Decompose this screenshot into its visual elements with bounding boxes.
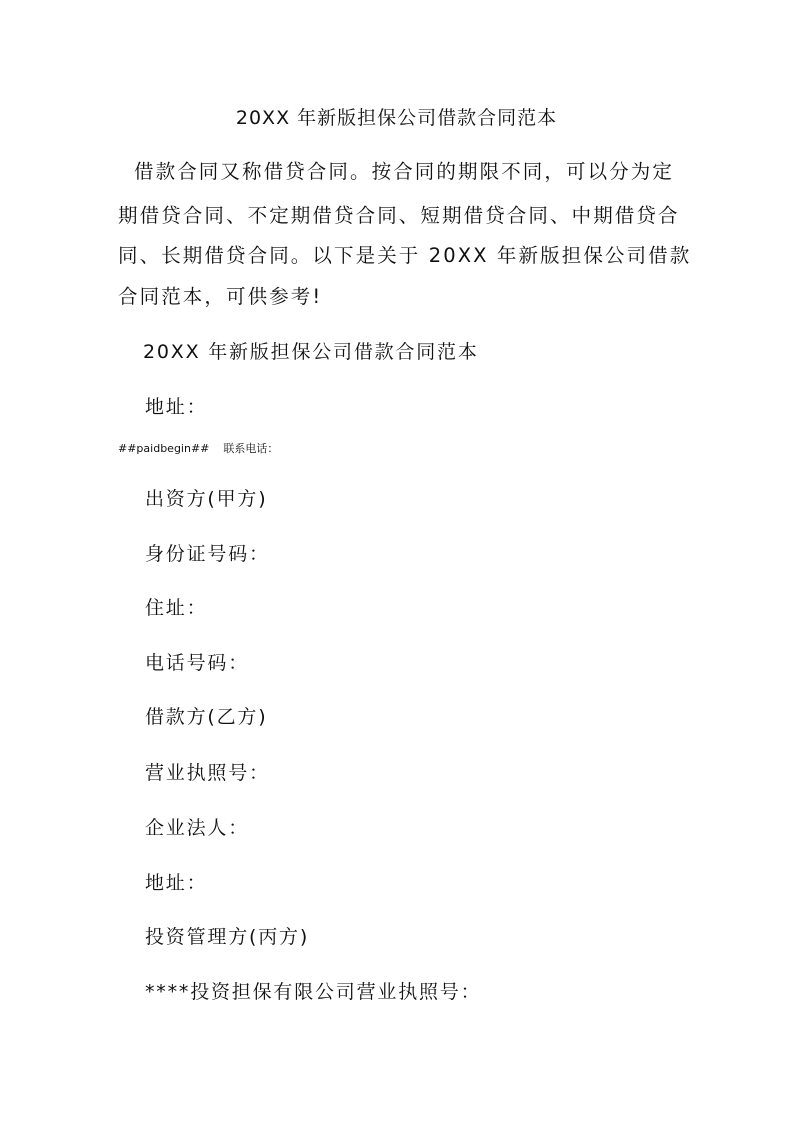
- address-label: 地址：: [145, 396, 208, 418]
- phone-number-label: 电话号码：: [145, 652, 250, 674]
- residence-label: 住址：: [145, 597, 208, 619]
- document-title: 20XX 年新版担保公司借款合同范本: [235, 107, 558, 129]
- contract-subtitle: 20XX 年新版担保公司借款合同范本: [143, 341, 479, 363]
- contact-phone-label: 联系电话：: [223, 442, 279, 455]
- guarantor-license-label: ****投资担保有限公司营业执照号：: [145, 981, 482, 1003]
- paid-marker-code: ##paidbegin##: [118, 442, 210, 455]
- intro-paragraph-line: 同、长期借贷合同。以下是关于 20XX 年新版担保公司借款: [118, 244, 692, 267]
- intro-paragraph-line: 借款合同又称借贷合同。按合同的期限不同，可以分为定: [134, 160, 675, 183]
- business-license-label: 营业执照号：: [145, 762, 270, 784]
- borrower-party-label: 借款方(乙方): [145, 706, 268, 728]
- paid-marker: [118, 443, 278, 454]
- intro-paragraph-line: 合同范本，可供参考!: [118, 285, 323, 308]
- intro-paragraph-line: 期借贷合同、不定期借贷合同、短期借贷合同、中期借贷合: [118, 204, 680, 227]
- borrower-address-label: 地址：: [145, 872, 208, 894]
- legal-person-label: 企业法人：: [145, 817, 250, 839]
- investment-manager-party-label: 投资管理方(丙方): [145, 926, 310, 948]
- id-number-label: 身份证号码：: [145, 543, 270, 565]
- lender-party-label: 出资方(甲方): [145, 488, 268, 510]
